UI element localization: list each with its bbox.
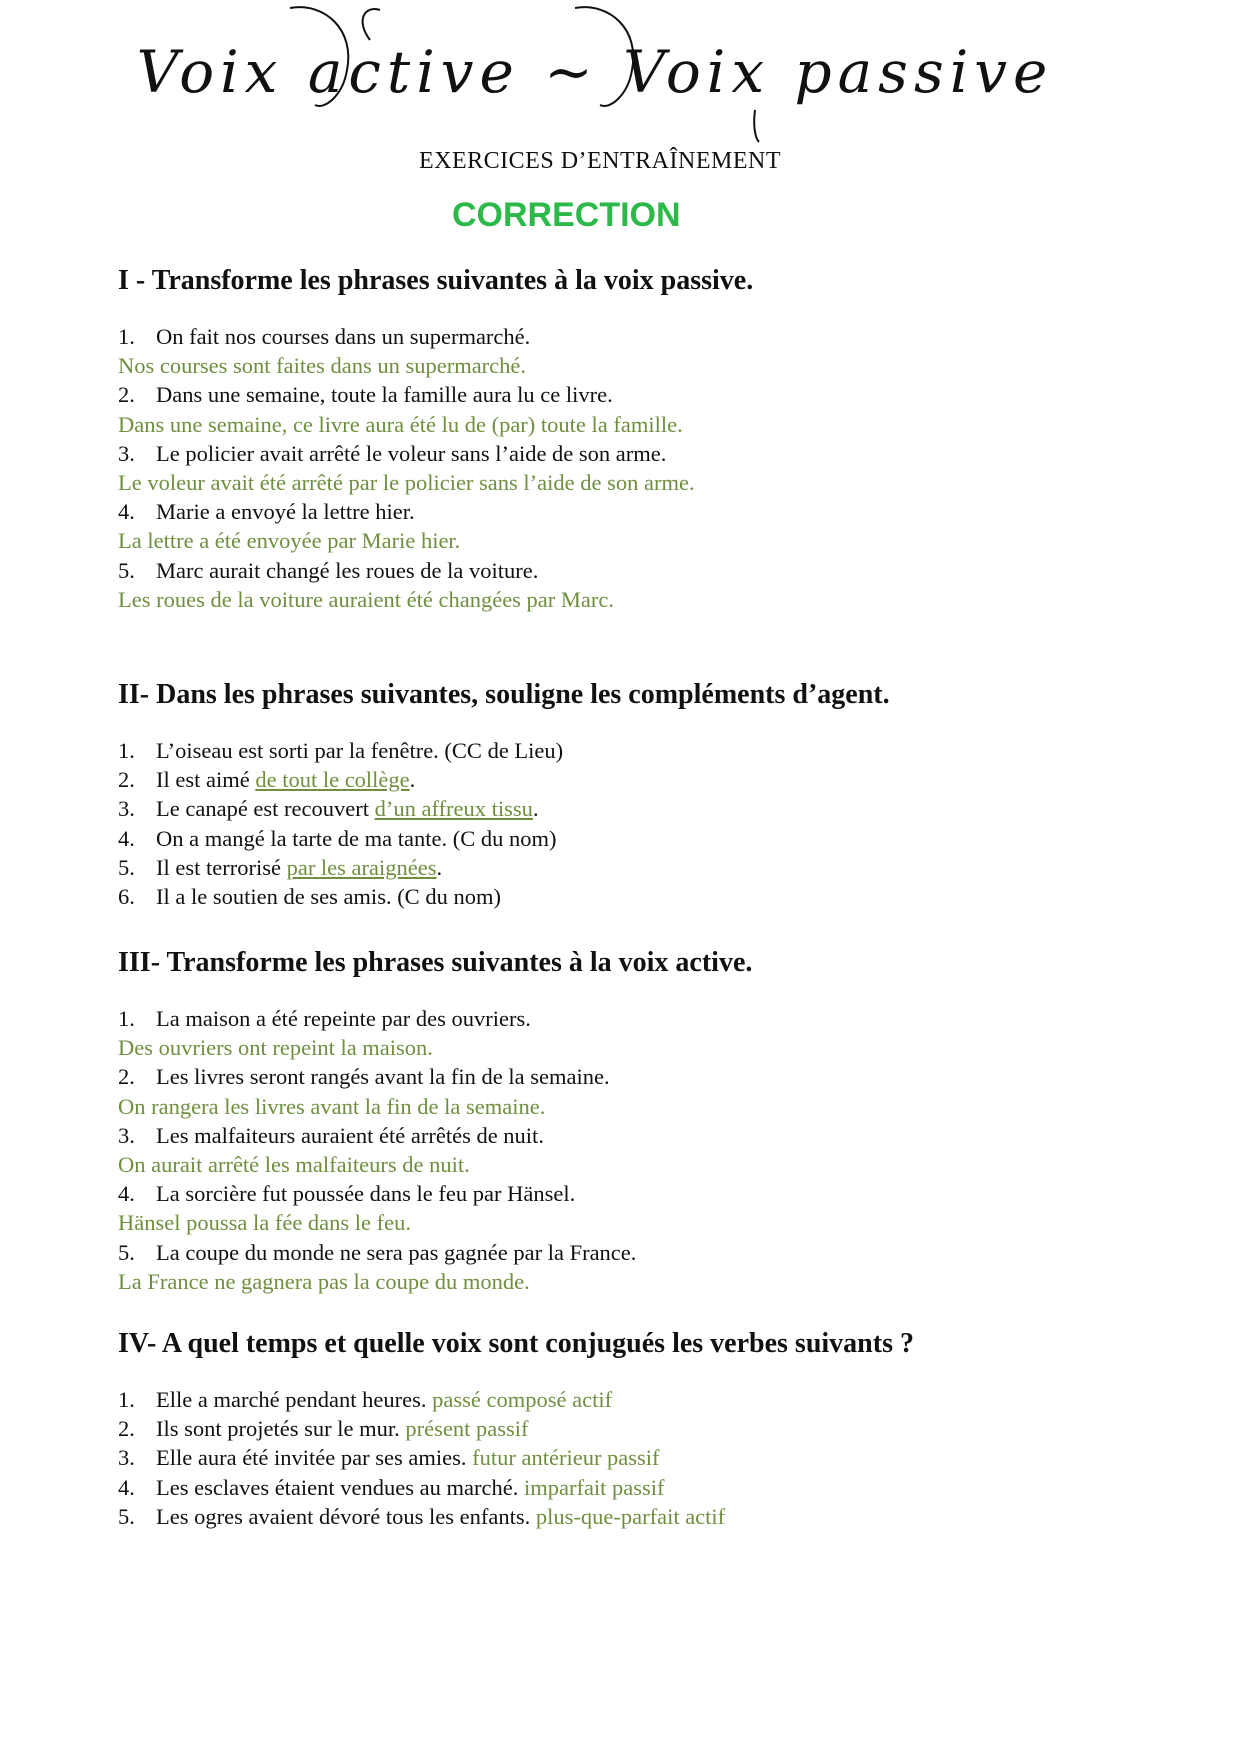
item-number: 5. <box>118 854 135 880</box>
list-item <box>118 1443 1198 1472</box>
item-number: 5. <box>118 1503 135 1529</box>
list-item <box>118 439 1198 468</box>
item-number: 1. <box>118 324 135 349</box>
item-sentence: Elle a marché pendant heures. <box>156 1387 433 1412</box>
item-sentence: Le policier avait arrêté le voleur sans l’aide de son arme. <box>156 440 667 466</box>
section-3 <box>118 946 1198 1296</box>
item-sentence: Il est terrorisé <box>156 854 287 880</box>
exercise-list <box>118 1385 1198 1531</box>
list-item <box>118 736 1198 765</box>
item-number: 2. <box>118 767 135 793</box>
item-answer: Des ouvriers ont repeint la maison. <box>118 1035 433 1061</box>
item-answer: Hänsel poussa la fée dans le feu. <box>118 1210 412 1236</box>
list-item <box>118 824 1198 853</box>
item-answer: La lettre a été envoyée par Marie hier. <box>118 528 461 554</box>
list-item <box>118 1385 1198 1414</box>
item-number: 4. <box>118 825 135 851</box>
exercise-list <box>118 1004 1198 1296</box>
list-item <box>118 794 1198 823</box>
item-number: 2. <box>118 382 135 408</box>
item-sentence: Il est aimé <box>156 767 256 793</box>
section-title: III- Transforme les phrases suivantes à la voix active. <box>118 947 753 978</box>
item-sentence: La coupe du monde ne sera pas gagnée par la France. <box>156 1239 637 1265</box>
item-sentence: Les livres seront rangés avant la fin de la semaine. <box>156 1064 610 1090</box>
exercise-list <box>118 736 1198 911</box>
list-item <box>118 322 1198 351</box>
list-item <box>118 1473 1198 1502</box>
exercise-list <box>118 322 1198 614</box>
item-sentence: La sorcière fut poussée dans le feu par Hänsel. <box>156 1181 576 1207</box>
item-sentence: Les malfaiteurs auraient été arrêtés de nuit. <box>156 1122 544 1148</box>
item-number: 4. <box>118 1474 135 1500</box>
item-answer: On aurait arrêté les malfaiteurs de nuit. <box>118 1152 470 1178</box>
title-text: Voix active ~ Voix passive <box>136 38 1054 106</box>
item-sentence: On a mangé la tarte de ma tante. (C du nom) <box>156 825 557 851</box>
agent-complement: par les araignées <box>286 854 437 880</box>
list-item <box>118 1238 1198 1267</box>
list-item <box>118 556 1198 585</box>
list-item <box>118 497 1198 526</box>
item-answer: présent passif <box>405 1416 529 1442</box>
item-number: 2. <box>118 1064 135 1090</box>
list-item <box>118 853 1198 882</box>
section-1 <box>118 264 1198 614</box>
list-item <box>118 765 1198 794</box>
item-sentence: Les esclaves étaient vendues au marché. <box>156 1474 524 1500</box>
item-answer: La France ne gagnera pas la coupe du monde. <box>118 1268 530 1294</box>
title-script-graphic <box>136 0 1054 150</box>
section-4 <box>118 1327 1198 1531</box>
agent-complement: d’un affreux tissu <box>374 796 533 822</box>
item-answer: imparfait passif <box>523 1474 665 1500</box>
item-number: 2. <box>118 1416 135 1442</box>
subtitle: EXERCICES D’ENTRAÎNEMENT <box>419 148 781 174</box>
item-punctuation: . <box>409 767 416 793</box>
item-sentence: Le canapé est recouvert <box>156 796 375 822</box>
item-punctuation: . <box>532 796 539 822</box>
item-sentence: L’oiseau est sorti par la fenêtre. (CC de Lieu) <box>156 738 564 763</box>
agent-complement: de tout le collège <box>255 767 410 793</box>
item-answer: plus-que-parfait actif <box>535 1503 726 1529</box>
list-item <box>118 1121 1198 1150</box>
section-2 <box>118 678 1198 911</box>
item-sentence: Marie a envoyé la lettre hier. <box>156 499 415 525</box>
item-sentence: Dans une semaine, toute la famille aura lu ce livre. <box>156 382 613 408</box>
item-number: 3. <box>118 1122 135 1148</box>
correction-label: CORRECTION <box>452 196 681 234</box>
item-sentence: La maison a été repeinte par des ouvriers. <box>156 1006 531 1031</box>
item-number: 3. <box>118 1445 135 1471</box>
list-item <box>118 1502 1198 1531</box>
item-number: 1. <box>118 1387 135 1412</box>
item-number: 1. <box>118 1006 135 1031</box>
item-answer: Dans une semaine, ce livre aura été lu de (par) toute la famille. <box>118 411 683 437</box>
item-answer: Les roues de la voiture auraient été changées par Marc. <box>118 586 615 612</box>
item-number: 3. <box>118 796 135 822</box>
item-number: 4. <box>118 1181 135 1207</box>
item-sentence: Les ogres avaient dévoré tous les enfants. <box>156 1503 536 1529</box>
item-number: 5. <box>118 557 135 583</box>
list-item <box>118 882 1198 911</box>
list-item <box>118 1062 1198 1091</box>
item-answer: Nos courses sont faites dans un supermarché. <box>118 353 527 379</box>
list-item <box>118 1179 1198 1208</box>
item-answer: Le voleur avait été arrêté par le policier sans l’aide de son arme. <box>118 470 695 496</box>
item-answer: On rangera les livres avant la fin de la semaine. <box>118 1093 546 1119</box>
item-sentence: On fait nos courses dans un supermarché. <box>156 324 531 349</box>
item-sentence: Ils sont projetés sur le mur. <box>156 1416 406 1442</box>
item-number: 4. <box>118 499 135 525</box>
section-title: I - Transforme les phrases suivantes à la voix passive. <box>118 265 754 296</box>
section-title: IV- A quel temps et quelle voix sont conjugués les verbes suivants ? <box>118 1328 914 1359</box>
item-sentence: Marc aurait changé les roues de la voiture. <box>156 557 539 583</box>
item-number: 6. <box>118 884 135 910</box>
item-answer: passé composé actif <box>432 1387 613 1412</box>
section-title: II- Dans les phrases suivantes, souligne les compléments d’agent. <box>118 679 890 710</box>
item-sentence: Il a le soutien de ses amis. (C du nom) <box>156 884 501 910</box>
item-answer: futur antérieur passif <box>472 1445 660 1471</box>
list-item <box>118 1414 1198 1443</box>
list-item <box>118 1004 1198 1033</box>
title-artwork <box>136 0 1054 150</box>
item-number: 1. <box>118 738 135 763</box>
item-sentence: Elle aura été invitée par ses amies. <box>156 1445 473 1471</box>
list-item <box>118 380 1198 409</box>
item-number: 3. <box>118 440 135 466</box>
item-number: 5. <box>118 1239 135 1265</box>
item-punctuation: . <box>436 854 443 880</box>
